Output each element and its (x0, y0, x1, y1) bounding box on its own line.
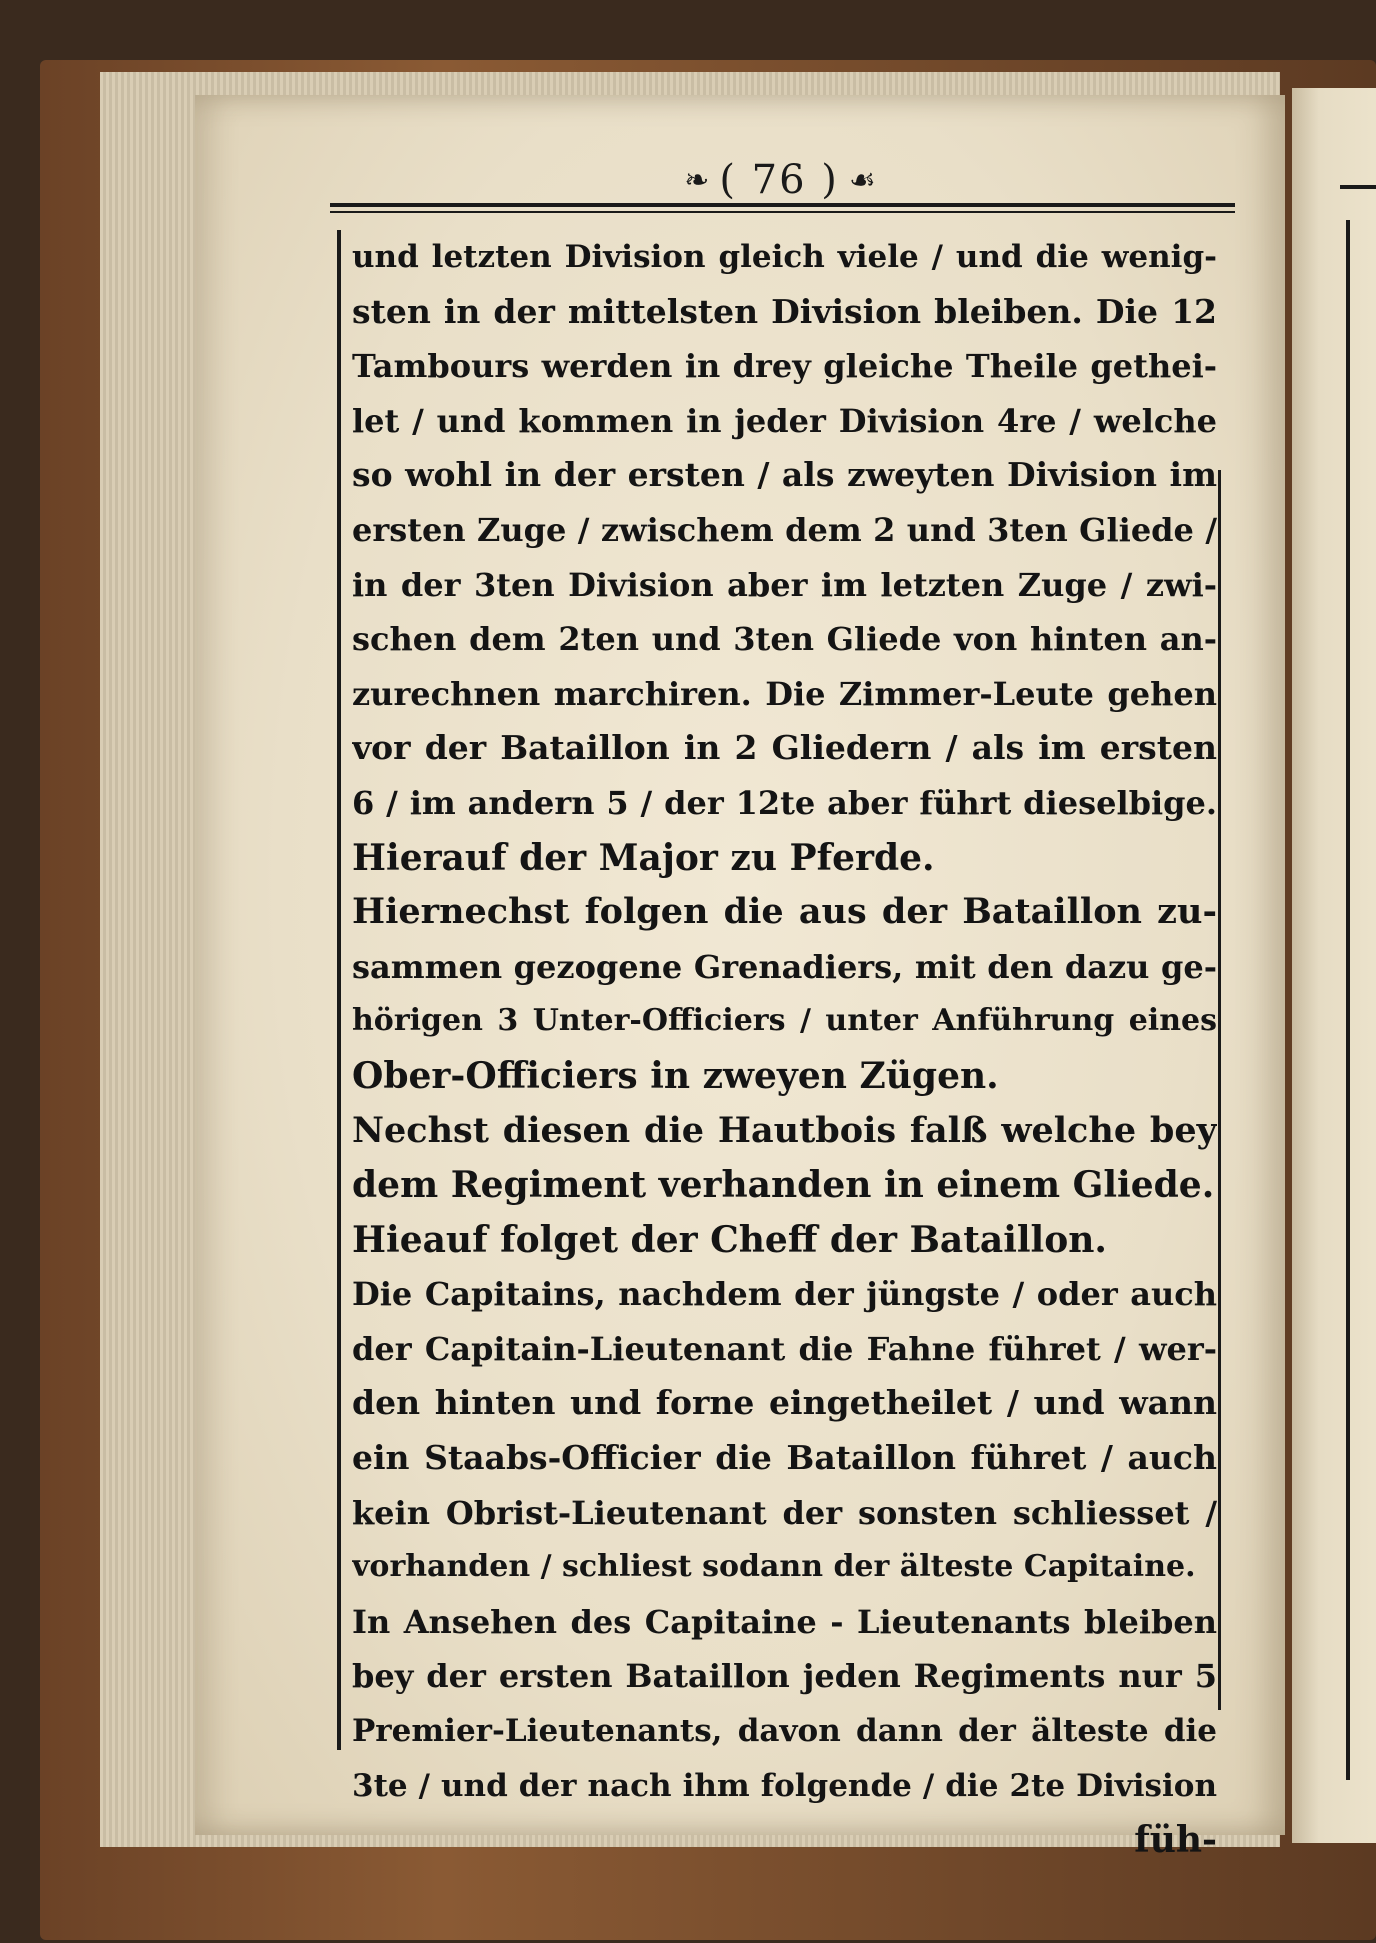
text-line: let / und kommen in jeder Division 4re / welche (352, 401, 1217, 440)
right-border-rule (1218, 470, 1221, 1710)
page-number-value: 76 (751, 157, 807, 203)
page-number: ( 76 ) (719, 157, 839, 203)
ornament-right-icon: ☙ (848, 162, 876, 198)
facing-page-rule (1340, 185, 1376, 189)
text-line: dem Regiment verhanden in einem Gliede. (352, 1164, 1215, 1207)
text-line: Hierauf der Major zu Pferde. (352, 836, 935, 879)
text-line: der Capitain-Lieutenant die Fahne führet / wer- (352, 1329, 1217, 1368)
text-line: Tambours werden in drey gleiche Theile gethei- (352, 347, 1217, 386)
text-line: und letzten Division gleich viele / und die wenig- (352, 239, 1217, 275)
text-line: hörigen 3 Unter-Officiers / unter Anführung eines (352, 1003, 1217, 1039)
ornament-left-icon: ❧ (684, 162, 710, 198)
text-line: Hieauf folget der Cheff der Bataillon. (352, 1218, 1107, 1261)
text-line: Hiernechst folgen die aus der Bataillon zu- (352, 891, 1217, 933)
text-line: kein Obrist-Lieutenant der sonsten schliesset / (352, 1493, 1217, 1532)
text-line: 6 / im andern 5 / der 12te aber führt dieselbige. (352, 783, 1217, 822)
header-rule-thin (330, 211, 1235, 213)
text-line: ein Staabs-Officier die Bataillon führet / auch (352, 1438, 1217, 1478)
text-line: zurechnen marchiren. Die Zimmer-Leute gehen (352, 674, 1217, 713)
text-line: den hinten und forne eingetheilet / und wann (352, 1383, 1217, 1423)
left-border-rule (337, 230, 341, 1750)
text-line: Premier-Lieutenants, davon dann der älteste die (352, 1713, 1217, 1750)
header-rule (330, 203, 1235, 207)
text-line: Ober-Officiers in zweyen Zügen. (352, 1054, 999, 1097)
text-line: in der 3ten Division aber im letzten Zuge / zwi- (352, 565, 1217, 604)
body-text (352, 230, 1217, 1868)
text-line: Die Capitains, nachdem der jüngste / oder auch (352, 1275, 1217, 1314)
facing-page-edge (1292, 88, 1376, 1843)
text-line: sammen gezogene Grenadiers, mit den dazu ge- (352, 947, 1217, 986)
text-line: 3te / und der nach ihm folgende / die 2te Division (352, 1767, 1217, 1804)
text-line: schen dem 2ten und 3ten Gliede von hinten an- (352, 620, 1217, 659)
text-line: so wohl in der ersten / als zweyten Division im (352, 455, 1217, 495)
text-line: In Ansehen des Capitaine - Lieutenants bleiben (352, 1602, 1217, 1641)
text-line: bey der ersten Bataillon jeden Regiments nur 5 (352, 1657, 1217, 1696)
text-line: Nechst diesen die Hautbois falß welche bey (352, 1109, 1217, 1151)
facing-page-border (1346, 220, 1350, 1780)
text-line: vor der Bataillon in 2 Gliedern / als im ersten (352, 728, 1217, 768)
catchword: füh- (1134, 1819, 1217, 1862)
page-header (640, 150, 920, 210)
text-line: sten in der mittelsten Division bleiben. Die 12 (352, 291, 1217, 331)
text-line: vorhanden / schliest sodann der älteste Capitaine. (352, 1549, 1196, 1585)
text-line: ersten Zuge / zwischem dem 2 und 3ten Gliede / (352, 510, 1217, 549)
